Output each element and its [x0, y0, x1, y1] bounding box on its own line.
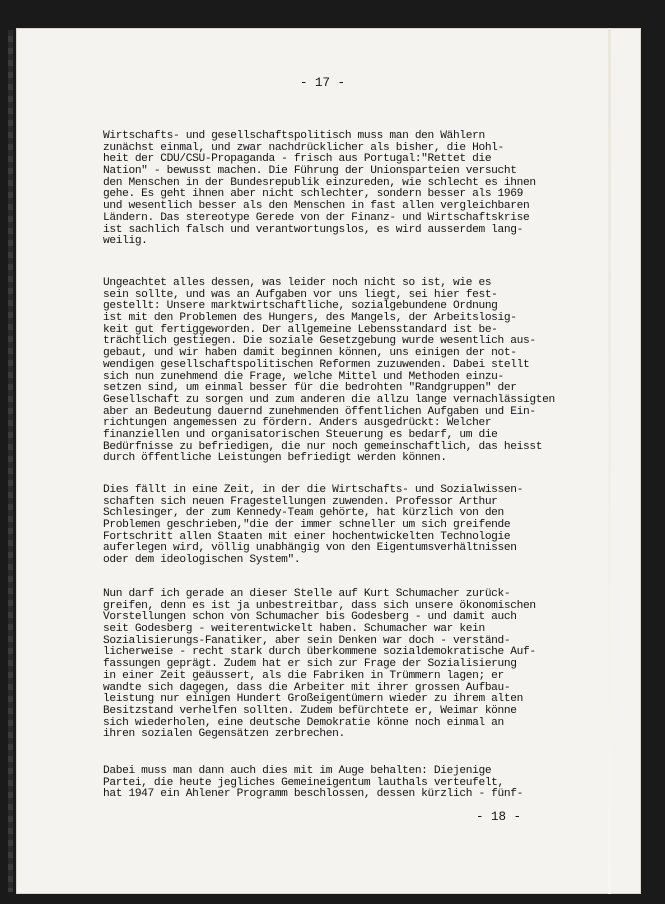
text-line: Fortschritt allen Staaten mit einer hochentwickelten Technologie [103, 530, 511, 543]
text-line: finanziellen und organisatorischen Steuerung es bedarf, um die [103, 428, 498, 441]
paragraph-4 [103, 589, 663, 741]
text-line: Dabei muss man dann auch dies mit im Auge behalten: Diejenige [103, 765, 492, 777]
text-line: seit Godesberg - weiterentwickelt haben. Schumacher war kein [103, 623, 485, 636]
paragraph-5 [103, 766, 663, 801]
text-line: ihren sozialen Gegensätzen zerbrechen. [103, 728, 345, 741]
paragraph-2 [103, 278, 663, 465]
text-line: Gesellschaft zu sorgen und zum anderen die allzu lange vernachlässigten [103, 393, 555, 406]
text-line: gehe. Es geht ihnen aber nicht schlechter, sondern besser als 1969 [103, 188, 523, 201]
text-line: sich nun zunehmend die Frage, welche Mittel und Methoden einzu- [103, 370, 504, 383]
text-line: Schlesinger, der zum Kennedy-Team gehörte, hat kürzlich von den [103, 507, 504, 520]
text-line: Dies fällt in eine Zeit, in der die Wirtschafts- und Sozialwissen- [103, 484, 523, 496]
text-line: leistung nur einigen Hundert Großeigentümern wieder zu ihrem alten [103, 693, 523, 706]
paragraph-3 [103, 485, 663, 567]
text-line: Vorstellungen schon von Schumacher bis Godesberg - und damit auch [103, 611, 517, 624]
page-number-bottom: - 18 - [476, 810, 522, 824]
text-line: keit gut fertiggeworden. Der allgemeine Lebensstandard ist be- [103, 323, 498, 336]
text-line: und wesentlich besser als den Menschen in fast allen vergleichbaren [103, 200, 530, 213]
text-line: richtungen angemessen zu fördern. Anders ausgedrückt: Welcher [103, 417, 492, 430]
text-line: Nun darf ich gerade an dieser Stelle auf Kurt Schumacher zurück- [103, 588, 511, 600]
text-line: ist mit den Problemen des Hungers, des Mangels, der Arbeitslosig- [103, 312, 517, 325]
text-line: wendigen gesellschaftspolitischen Reformen zuzuwenden. Dabei stellt [103, 358, 530, 371]
text-line: ist sachlich falsch und verantwortungslos, es wird ausserdem lang- [103, 223, 523, 236]
text-line: Wirtschafts- und gesellschaftspolitisch muss man den Wählern [103, 130, 485, 142]
text-line: fassungen geprägt. Zudem hat er sich zur Frage der Sozialisierung [103, 658, 517, 671]
text-line: Problemen geschrieben,"die der immer schneller um sich greifende [103, 519, 511, 532]
text-line: oder dem ideologischen System". [103, 554, 301, 567]
text-line: trächtlich gestiegen. Die soziale Gesetzgebung wurde wesentlich aus- [103, 335, 536, 348]
text-line: Sozialisierungs-Fanatiker, aber sein Denken war doch - verständ- [103, 634, 511, 647]
text-line: heit der CDU/CSU-Propaganda - frisch aus Portugal:"Rettet die [103, 153, 492, 166]
text-line: Nation" - bewusst machen. Die Führung der Unionsparteien versucht [103, 165, 517, 178]
text-line: hat 1947 ein Ahlener Programm beschlossen, dessen kürzlich - fünf- [103, 788, 523, 801]
text-line: den Menschen in der Bundesrepublik einzureden, wie schlecht es ihnen [103, 176, 536, 189]
text-line: licherweise - recht stark durch überkommene sozialdemokratische Auf- [103, 646, 536, 659]
text-line: setzen sind, um einmal besser für die bedrohten "Randgruppen" der [103, 382, 517, 395]
text-line: Besitzstand verhelfen sollten. Zudem befürchtete er, Weimar könne [103, 704, 517, 717]
text-line: gebaut, und wir haben damit beginnen können, uns einigen der not- [103, 347, 517, 360]
text-line: Ländern. Das stereotype Gerede von der Finanz- und Wirtschaftskrise [103, 211, 530, 224]
text-line: auferlegen wird, völlig unabhängig von den Eigentumsverhältnissen [103, 542, 517, 555]
text-line: wandte sich dagegen, dass die Arbeiter mit ihrer grossen Aufbau- [103, 681, 511, 694]
text-line: aber an Bedeutung dauernd zunehmenden öffentlichen Aufgaben und Ein- [103, 405, 536, 418]
text-line: weilig. [103, 235, 148, 248]
text-line: schaften sich neuen Fragestellungen zuwenden. Professor Arthur [103, 495, 498, 508]
text-line: Ungeachtet alles dessen, was leider noch nicht so ist, wie es [103, 277, 492, 289]
text-line: zunächst einmal, und zwar nachdrücklicher als bisher, die Hohl- [103, 141, 504, 154]
text-line: durch öffentliche Leistungen befriedigt werden können. [103, 452, 447, 465]
text-line: greifen, denn es ist ja unbestreitbar, dass sich unsere ökonomischen [103, 599, 536, 612]
page-number-top: - 17 - [300, 76, 346, 90]
text-line: in einer Zeit geäussert, als die Fabriken in Trümmern lagen; er [103, 669, 504, 682]
text-line: Bedürfnisse zu befriedigen, die nur noch gemeinschaftlich, das heisst [103, 440, 543, 453]
text-line: gestellt: Unsere marktwirtschaftliche, sozialgebundene Ordnung [103, 300, 498, 313]
text-line: sein sollte, und was an Aufgaben vor uns liegt, sei hier fest- [103, 288, 498, 301]
text-line: Partei, die heute jegliches Gemeineigentum lauthals verteufelt, [103, 776, 504, 789]
text-line: sich wiederholen, eine deutsche Demokratie könne noch einmal an [103, 716, 504, 729]
paragraph-1 [103, 131, 663, 248]
